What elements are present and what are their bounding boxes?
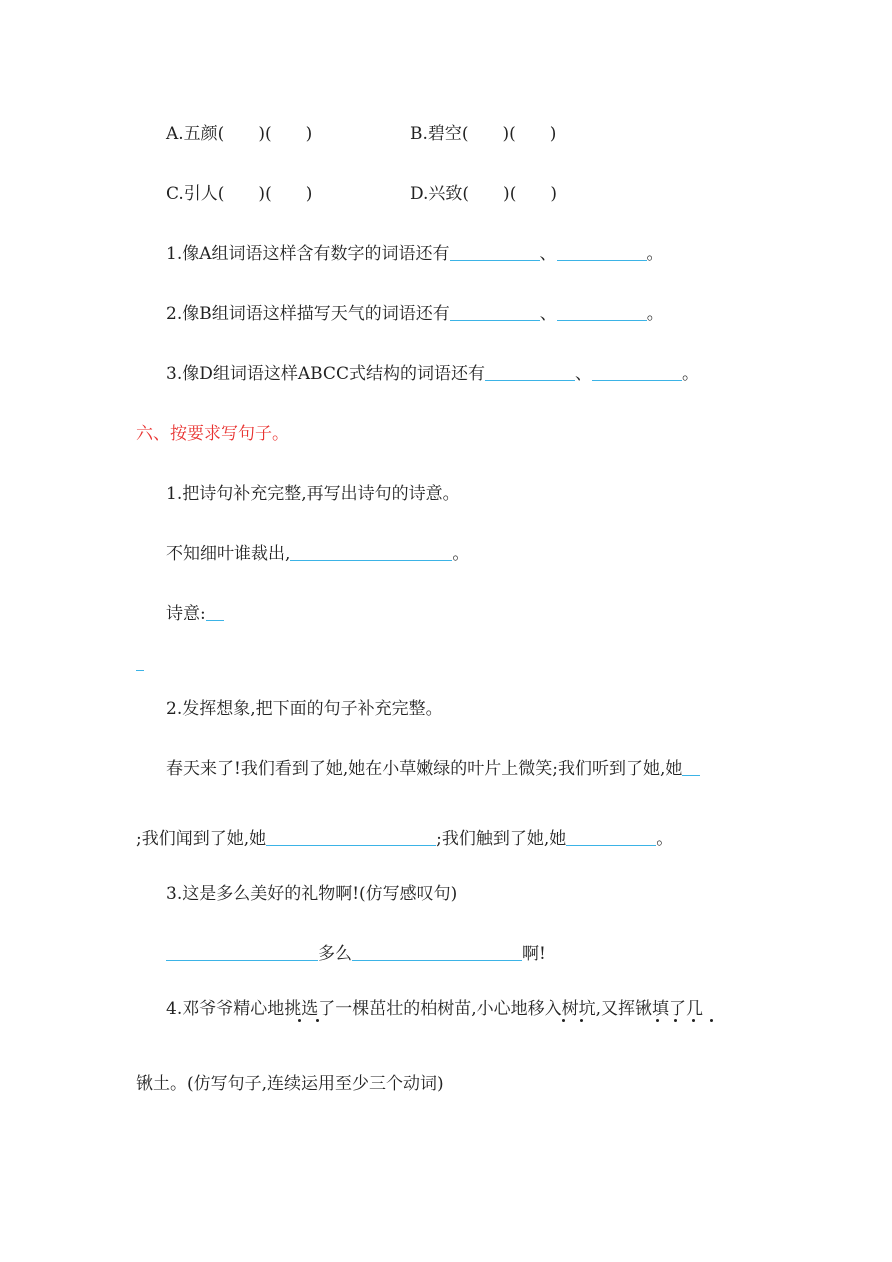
period: 。 [646, 244, 664, 264]
emphasis-dot [580, 1019, 583, 1022]
answer-blank[interactable] [485, 362, 575, 381]
q6-1-poem-line [166, 542, 469, 566]
meaning-blank-continued[interactable] [136, 652, 144, 671]
separator: 、 [539, 304, 557, 324]
q6-2-text-2b: ;我们触到了她,她 [436, 829, 567, 849]
answer-blank[interactable] [450, 302, 540, 321]
q6-2-line-2 [136, 827, 673, 851]
q5-item-3 [166, 362, 699, 386]
q6-1-meaning [166, 602, 224, 626]
q6-3-middle: 多么 [318, 944, 352, 964]
q6-2-text-2a: ;我们闻到了她,她 [136, 829, 267, 849]
q5-item-1-text: 1.像A组词语这样含有数字的词语还有 [166, 244, 450, 264]
q6-2-prompt: 2.发挥想象,把下面的句子补充完整。 [166, 699, 443, 719]
answer-blank[interactable] [557, 302, 647, 321]
group-d-label: D.兴致( )( ) [410, 184, 557, 204]
q5-item-1 [166, 242, 664, 266]
answer-blank[interactable] [352, 942, 522, 961]
q6-2-text-1: 春天来了!我们看到了她,她在小草嫩绿的叶片上微笑;我们听到了她,她 [166, 759, 683, 779]
q6-4-line-2: 锹土。(仿写句子,连续运用至少三个动词) [136, 1074, 444, 1094]
answer-blank[interactable] [266, 827, 436, 846]
answer-blank[interactable] [682, 757, 700, 776]
q6-3-answer-line [166, 942, 546, 966]
q6-1-meaning-continuation [136, 652, 144, 676]
meaning-blank[interactable] [206, 602, 224, 621]
period: 。 [681, 364, 699, 384]
q5-item-2-text: 2.像B组词语这样描写天气的词语还有 [166, 304, 450, 324]
q6-3-prompt: 3.这是多么美好的礼物啊!(仿写感叹句) [166, 884, 458, 904]
emphasis-dot [656, 1019, 659, 1022]
period: 。 [646, 304, 664, 324]
q6-4-line-1: 4.邓爷爷精心地挑选了一棵茁壮的柏树苗,小心地移入树坑,又挥锹填了几 [166, 999, 704, 1019]
answer-blank[interactable] [566, 827, 656, 846]
q5-item-2 [166, 302, 664, 326]
emphasis-dot [298, 1019, 301, 1022]
emphasis-dot [316, 1019, 319, 1022]
answer-blank[interactable] [166, 942, 318, 961]
poem-text: 不知细叶谁裁出, [166, 544, 291, 564]
separator: 、 [539, 244, 557, 264]
separator: 、 [574, 364, 592, 384]
section-6-title: 六、按要求写句子。 [136, 424, 289, 444]
emphasis-dot [674, 1019, 677, 1022]
group-a-label: A.五颜( )( ) [166, 124, 313, 144]
answer-blank[interactable] [592, 362, 682, 381]
answer-blank[interactable] [450, 242, 540, 261]
q5-item-3-text: 3.像D组词语这样ABCC式结构的词语还有 [166, 364, 485, 384]
period: 。 [656, 829, 674, 849]
emphasis-dot [710, 1019, 713, 1022]
answer-blank[interactable] [557, 242, 647, 261]
group-b-label: B.碧空( )( ) [410, 124, 557, 144]
q6-1-prompt: 1.把诗句补充完整,再写出诗句的诗意。 [166, 484, 460, 504]
poem-blank[interactable] [290, 542, 452, 561]
emphasis-dot [692, 1019, 695, 1022]
meaning-label: 诗意: [166, 604, 206, 624]
group-c-label: C.引人( )( ) [166, 184, 313, 204]
emphasis-dot [562, 1019, 565, 1022]
period: 。 [452, 544, 470, 564]
q6-3-end: 啊! [522, 944, 546, 964]
q6-2-line-1 [166, 757, 700, 781]
